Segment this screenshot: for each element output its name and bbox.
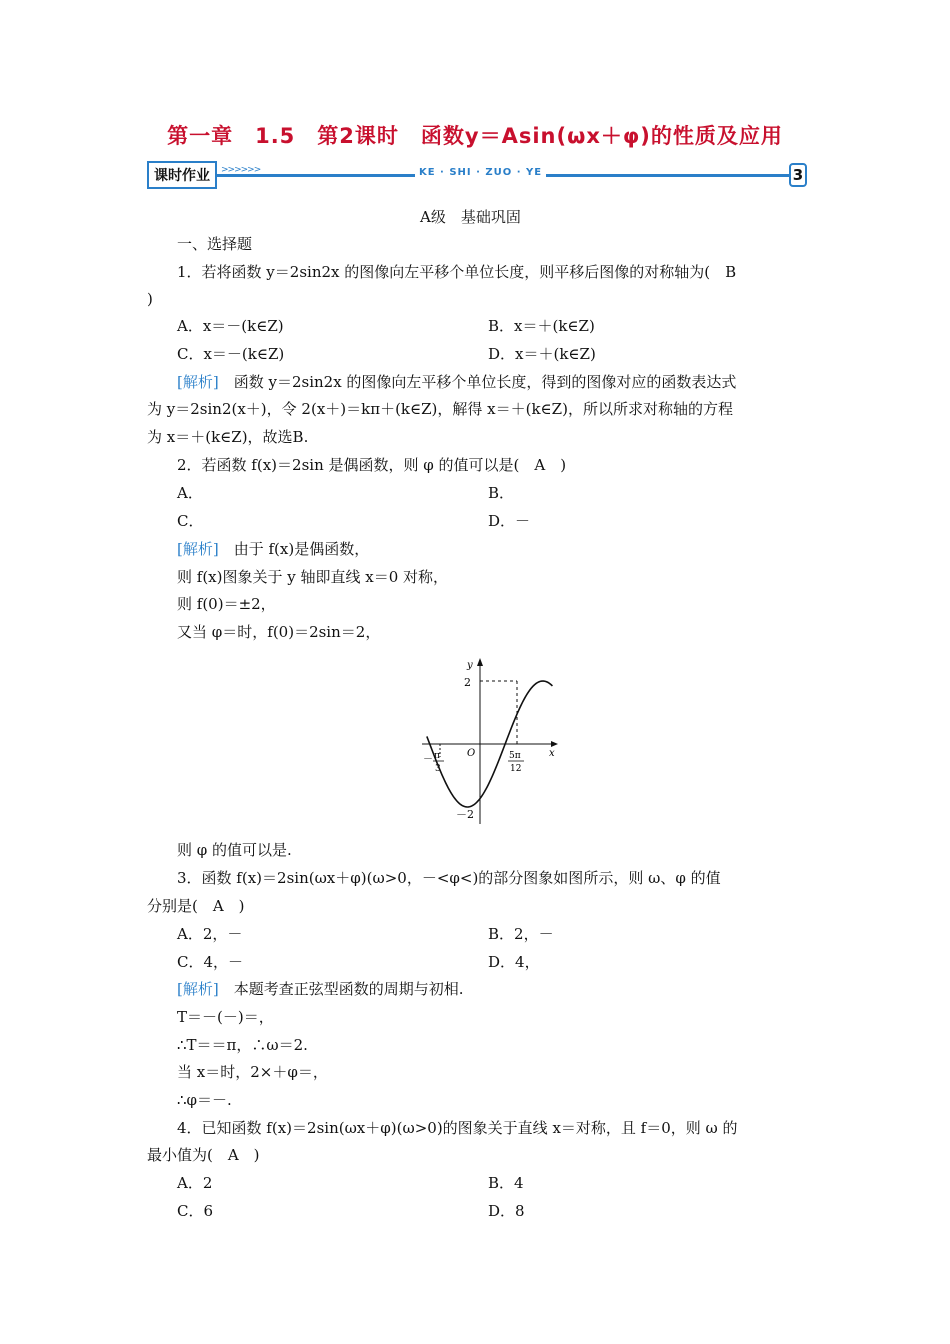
q4-option-a: A．2 <box>177 1174 213 1192</box>
q3-solution-line5: ∴φ＝－. <box>177 1091 232 1109</box>
q3-option-a: A．2，－ <box>177 925 243 943</box>
q1-option-c: C．x＝－(k∈Z) <box>177 345 285 363</box>
x-right-denominator: 12 <box>510 764 522 774</box>
q3-stem-line1: 3．函数 f(x)＝2sin(ωx＋φ)(ω>0，－<φ<)的部分图象如图所示，则 ω、φ 的值 <box>177 869 721 887</box>
q2-option-b: B． <box>488 484 515 502</box>
q1-solution-line2: 为 y＝2sin2(x＋)，令 2(x＋)＝kπ＋(k∈Z)，解得 x＝＋(k∈Z)，所以所求对称轴的方程 <box>147 400 733 418</box>
page-title: 第一章 1.5 第2课时 函数y＝Asin(ωx＋φ)的性质及应用 <box>167 124 783 148</box>
banner-label: 课时作业 <box>147 161 217 189</box>
y-min-label: －2 <box>456 808 474 821</box>
q2-solution-text: 由于 f(x)是偶函数， <box>218 540 370 558</box>
q4-option-c: C．6 <box>177 1202 214 1220</box>
q4-stem-line2: 最小值为( A ) <box>147 1146 260 1164</box>
q1-analysis-tag: [解析] <box>177 373 219 391</box>
homework-banner <box>147 161 807 191</box>
q1-solution-line3: 为 x＝＋(k∈Z)，故选B. <box>147 428 309 446</box>
banner-number: 3 <box>789 163 807 187</box>
origin-label: O <box>467 748 476 759</box>
q2-stem: 2．若函数 f(x)＝2sin 是偶函数，则 φ 的值可以是( A ) <box>177 456 567 474</box>
q4-option-b: B．4 <box>488 1174 524 1192</box>
q2-solution-line2: 则 f(x)图象关于 y 轴即直线 x＝0 对称， <box>177 568 449 586</box>
q3-solution-line4: 当 x＝时，2×＋φ＝， <box>177 1063 328 1081</box>
q3-solution-line3: ∴T＝＝π，∴ω＝2. <box>177 1036 308 1054</box>
q2-solution-line4: 又当 φ＝时，f(0)＝2sin＝2， <box>177 623 381 641</box>
x-left-sign: － <box>423 754 433 765</box>
q2-solution-line1 <box>177 539 369 559</box>
q2-option-d: D．－ <box>488 512 531 530</box>
q3-option-c: C．4，－ <box>177 953 244 971</box>
q1-stem-cont: ) <box>147 290 153 308</box>
q3-stem-line2: 分别是( A ) <box>147 897 245 915</box>
q3-solution-line2: T＝－(－)＝， <box>177 1008 274 1026</box>
y-max-label: 2 <box>464 676 471 689</box>
y-axis-arrow-icon <box>477 658 483 666</box>
banner-subtitle: KE · SHI · ZUO · YE <box>415 167 546 178</box>
x-left-denominator: 3 <box>435 764 441 774</box>
q2-option-c: C． <box>177 512 204 530</box>
section-heading: A级 基础巩固 <box>420 208 521 226</box>
q1-solution-line1 <box>177 372 736 392</box>
q3-solution-text: 本题考查正弦型函数的周期与初相. <box>218 980 464 998</box>
q2-solution-line3: 则 f(0)＝±2， <box>177 595 276 613</box>
q4-option-d: D．8 <box>488 1202 525 1220</box>
q1-stem: 1．若将函数 y＝2sin2x 的图像向左平移个单位长度，则平移后图像的对称轴为( B <box>177 263 737 281</box>
q3-solution-line1 <box>177 979 464 999</box>
x-axis-label: x <box>549 748 555 759</box>
q3-option-d: D．4， <box>488 953 540 971</box>
q1-option-b: B．x＝＋(k∈Z) <box>488 317 595 335</box>
part-heading: 一、选择题 <box>177 235 253 253</box>
sine-graph <box>420 652 565 827</box>
x-left-numerator: π <box>434 751 440 761</box>
q2-analysis-tag: [解析] <box>177 540 219 558</box>
x-axis-arrow-icon <box>551 741 558 747</box>
q3-analysis-tag: [解析] <box>177 980 219 998</box>
q3-option-b: B．2，－ <box>488 925 554 943</box>
y-axis-label: y <box>467 660 473 671</box>
q2-option-a: A． <box>177 484 203 502</box>
x-right-numerator: 5π <box>509 751 521 761</box>
banner-arrows: >>>>>> <box>221 165 261 175</box>
q1-solution-text: 函数 y＝2sin2x 的图像向左平移个单位长度，得到的图像对应的函数表达式 <box>218 373 737 391</box>
q2-solution-line5: 则 φ 的值可以是. <box>177 841 292 859</box>
q1-option-d: D．x＝＋(k∈Z) <box>488 345 596 363</box>
q1-option-a: A．x＝－(k∈Z) <box>177 317 284 335</box>
q4-stem-line1: 4．已知函数 f(x)＝2sin(ωx＋φ)(ω>0)的图象关于直线 x＝对称，且 f＝0，则 ω 的 <box>177 1119 738 1137</box>
